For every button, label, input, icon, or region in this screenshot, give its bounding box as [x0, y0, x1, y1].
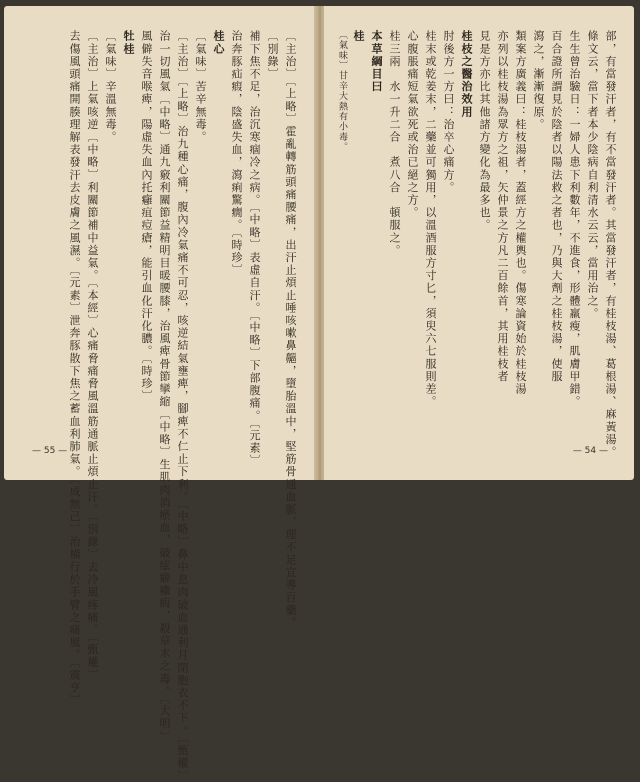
text-column: 桂 — [352, 30, 365, 43]
text-column: 〔別錄〕 — [266, 30, 279, 81]
text-column: 補下焦不足，治沉寒痼冷之病。〔中略〕表虛自汗。〔中略〕下部腹痛。〔元素〕 — [248, 30, 261, 468]
text-column: 治奔豚疝瘕，陰盛失血，瀉痢驚癇。〔時珍〕 — [230, 30, 243, 277]
right-page — [324, 6, 634, 480]
text-column: 〔氣味〕辛溫無毒。 — [104, 30, 117, 144]
left-page — [4, 6, 316, 782]
text-column: 〔主治〕〔上略〕霍亂轉筋頭痛腰痛，出汗止煩止唾咳嗽鼻齆，墮胎溫中，堅筋骨通血脈，理不足宣導百藥。 — [284, 30, 297, 630]
right-page-number: — 54 — — [572, 446, 608, 456]
text-column: 去傷風頭痛開腠理解表發汗去皮膚之風濕。〔元素〕泄奔豚散下焦之蓄血利肺氣。〔成無己〕治橫行於手臂之痛風。〔震亨〕 — [68, 30, 81, 707]
text-column: 條文云，當下者本少陰病自利清水云云，當用治之。 — [586, 30, 599, 320]
left-page-number: — 55 — — [32, 446, 68, 456]
text-column: 〔主治〕上氣咳逆〔中略〕利關節補中益氣。〔本經〕心痛脅痛脅風溫筋通脈止煩止汗。〔別錄〕去冷風疼痛。〔甄權〕 — [86, 30, 99, 682]
text-column: 風僻失音喉痺，陽虛失血內托癰疽痘瘡，能引血化汗化膿。〔時珍〕 — [140, 30, 153, 403]
text-column: 部，有當發汗者，有不當發汗者。其當發汗者，有桂枝湯、葛根湯、麻黃湯。 — [604, 30, 617, 459]
text-column: 牡桂 — [122, 30, 135, 56]
text-column: 肘後方一方曰：治卒心痛方。 — [442, 30, 455, 194]
text-column: 心腹脹痛短氣欲死或治已絕之方。 — [406, 30, 419, 219]
text-column: 治一切風氣〔中略〕通九竅利關節益精明目暖腰膝，治風痺骨節攣縮〔中略〕生肌肉消瘀血，破痃癖癥瘕，殺草木之毒。〔大明〕 — [158, 30, 171, 743]
text-column: 百合證所謂見於陰者以陽法救之者也，乃與大劑之桂枝湯，使服 — [550, 30, 563, 383]
text-column: 〔氣味〕苦辛無毒。 — [194, 30, 207, 144]
text-column: 亦列以桂枝湯為眾方之祖，矢仲景之方凡二百餘首，其用桂枝者 — [496, 30, 509, 383]
text-column: 瀉之，漸漸復原。 — [532, 30, 545, 131]
text-column: 生生曾治驗日：一婦人患下利數年，不進食，形體羸瘦，肌膚甲錯。 — [568, 30, 581, 408]
text-column: 桂末或乾姜末，二藥並可獨用，以溫酒服方寸匕，須臾六七服則差。 — [424, 30, 437, 408]
text-column: 桂枝之醫治效用 — [460, 30, 473, 119]
text-column: 本草綱目曰 — [370, 30, 383, 93]
text-column: 見是方亦比其他諸方變化為最多也。 — [478, 30, 491, 232]
text-column: 〔氣味〕甘辛大熱有小毒。 — [337, 30, 347, 153]
text-column: 桂三兩 水一升二合 煮八合 頓服之。 — [388, 30, 401, 257]
text-column: 類案方廣義曰：桂枝湯者，蓋經方之權輿也。傷寒論資始於桂枝湯 — [514, 30, 527, 396]
text-column: 桂心 — [212, 30, 225, 56]
text-column: 〔主治〕〔上略〕治九種心痛，腹內冷氣痛不可忍，咳逆結氣壅痺，腳痺不仁止下利。〔中略〕鼻中息肉破血通利月閉胞衣不下。〔甄權〕 — [176, 30, 189, 782]
